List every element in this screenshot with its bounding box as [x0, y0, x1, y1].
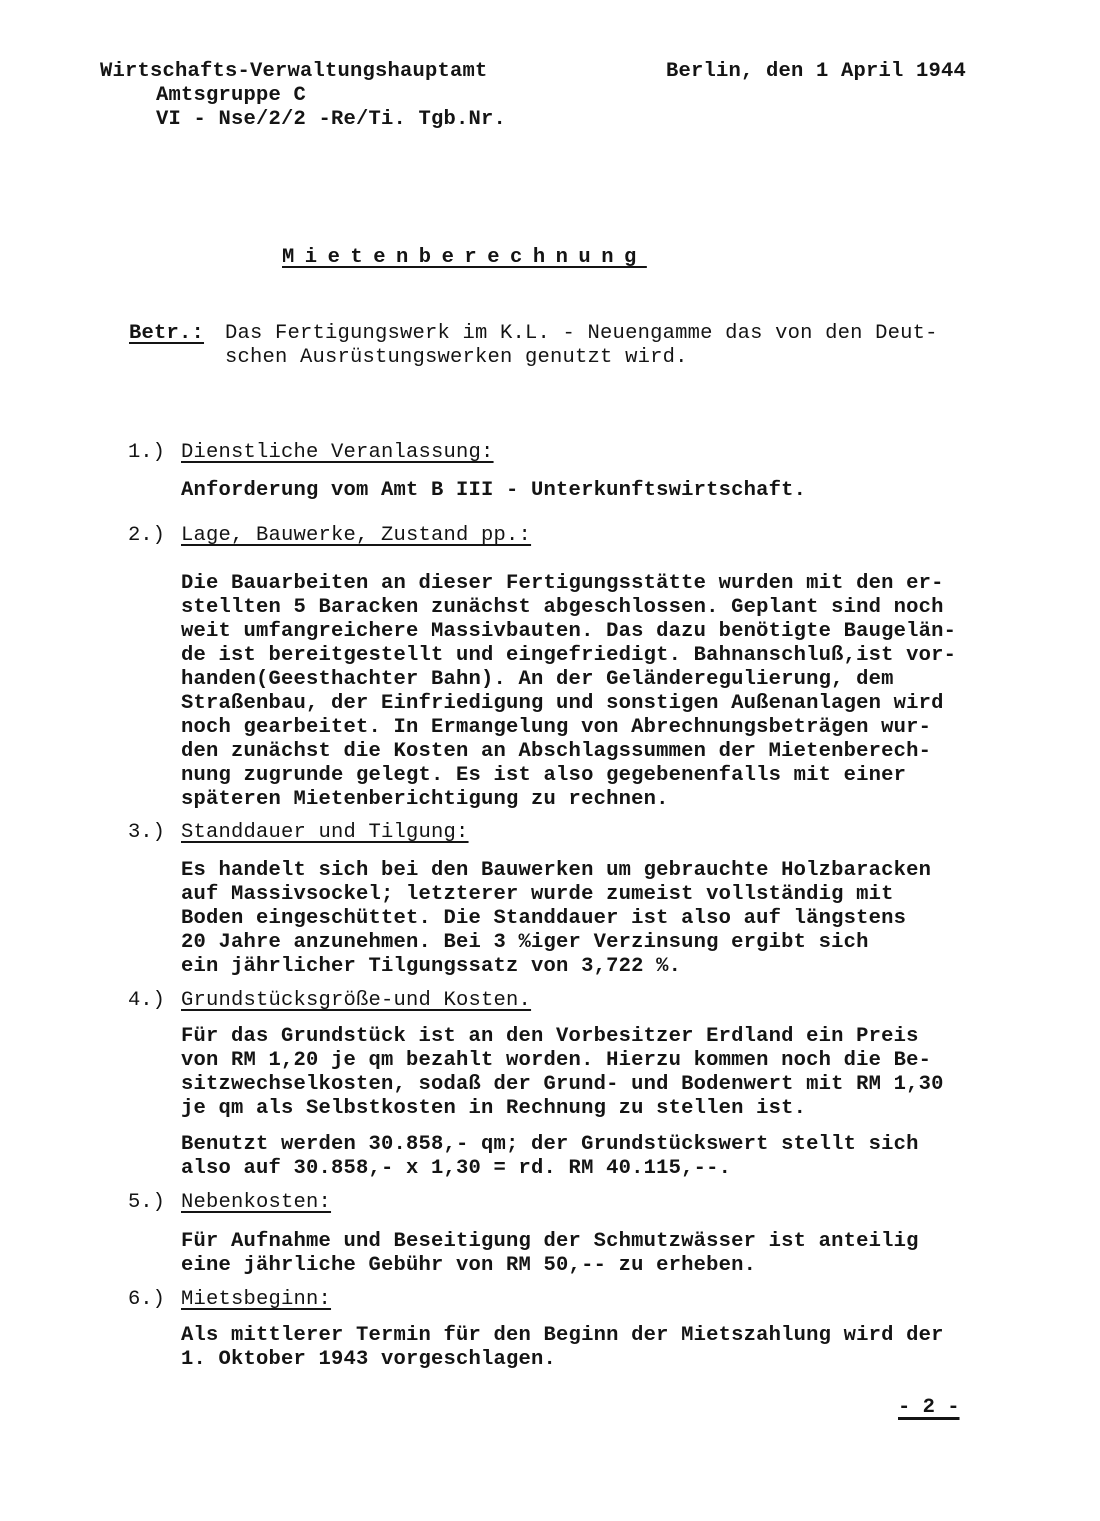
section-text-line: sitzwechselkosten, sodaß der Grund- und Bodenwert mit RM 1,30 — [181, 1073, 944, 1096]
section-number: 5.) — [128, 1191, 165, 1214]
section-text-line: eine jährliche Gebühr von RM 50,-- zu erheben. — [181, 1254, 757, 1277]
section-text-line: handen(Geesthachter Bahn). An der Geländeregulierung, dem — [181, 668, 894, 691]
section-text-line: weit umfangreichere Massivbauten. Das dazu benötigte Baugelän- — [181, 620, 957, 643]
section-text-line: Es handelt sich bei den Bauwerken um gebrauchte Holzbaracken — [181, 859, 932, 882]
section-text-line: 1. Oktober 1943 vorgeschlagen. — [181, 1348, 557, 1371]
section-heading: Nebenkosten: — [181, 1191, 332, 1214]
section-text-line: Für das Grundstück ist an den Vorbesitzer Erdland ein Preis — [181, 1025, 919, 1048]
section-text-line: auf Massivsockel; letzterer wurde zumeist vollständig mit — [181, 883, 894, 906]
section-text-line: von RM 1,20 je qm bezahlt worden. Hierzu kommen noch die Be- — [181, 1049, 932, 1072]
section-text-line: noch gearbeitet. In Ermangelung von Abrechnungsbeträgen wur- — [181, 716, 932, 739]
section-text-line: den zunächst die Kosten an Abschlagssummen der Mietenberech- — [181, 740, 932, 763]
section-text-line: also auf 30.858,- x 1,30 = rd. RM 40.115,--. — [181, 1157, 732, 1180]
section-text-line: 20 Jahre anzunehmen. Bei 3 %iger Verzinsung ergibt sich — [181, 931, 869, 954]
section-heading: Standdauer und Tilgung: — [181, 821, 469, 844]
section-text-line: Anforderung vom Amt B III - Unterkunftswirtschaft. — [181, 479, 807, 502]
section-number: 4.) — [128, 989, 165, 1012]
section-text-line: Boden eingeschüttet. Die Standdauer ist also auf längstens — [181, 907, 907, 930]
subject-line: schen Ausrüstungswerken genutzt wird. — [225, 346, 688, 369]
section-text-line: Benutzt werden 30.858,- qm; der Grundstückswert stellt sich — [181, 1133, 919, 1156]
place-date: Berlin, den 1 April 1944 — [666, 60, 967, 83]
office-name: Wirtschafts-Verwaltungshauptamt — [100, 60, 488, 83]
section-text-line: de ist bereitgestellt und eingefriedigt. Bahnanschluß,ist vor- — [181, 644, 957, 667]
page-number: - 2 - — [898, 1396, 960, 1419]
section-text-line: ein jährlicher Tilgungssatz von 3,722 %. — [181, 955, 682, 978]
section-text-line: Straßenbau, der Einfriedigung und sonstigen Außenanlagen wird — [181, 692, 944, 715]
section-text-line: späteren Mietenberichtigung zu rechnen. — [181, 788, 669, 811]
subject-line: Das Fertigungswerk im K.L. - Neuengamme das von den Deut- — [225, 322, 938, 345]
section-number: 6.) — [128, 1288, 165, 1311]
section-text-line: nung zugrunde gelegt. Es ist also gegebenenfalls mit einer — [181, 764, 907, 787]
section-heading: Lage, Bauwerke, Zustand pp.: — [181, 524, 532, 547]
section-number: 3.) — [128, 821, 165, 844]
document-title: Mietenberechnung — [282, 246, 647, 269]
section-heading: Dienstliche Veranlassung: — [181, 441, 494, 464]
section-heading: Grundstücksgröße-und Kosten. — [181, 989, 532, 1012]
reference-number: VI - Nse/2/2 -Re/Ti. Tgb.Nr. — [156, 108, 507, 131]
section-text-line: Für Aufnahme und Beseitigung der Schmutzwässer ist anteilig — [181, 1230, 919, 1253]
section-text-line: je qm als Selbstkosten in Rechnung zu stellen ist. — [181, 1097, 807, 1120]
subject-label: Betr.: — [129, 322, 205, 345]
section-text-line: stellten 5 Baracken zunächst abgeschlossen. Geplant sind noch — [181, 596, 944, 619]
section-number: 1.) — [128, 441, 165, 464]
section-text-line: Als mittlerer Termin für den Beginn der Mietszahlung wird der — [181, 1324, 944, 1347]
section-text-line: Die Bauarbeiten an dieser Fertigungsstätte wurden mit den er- — [181, 572, 944, 595]
office-group: Amtsgruppe C — [156, 84, 307, 107]
section-number: 2.) — [128, 524, 165, 547]
section-heading: Mietsbeginn: — [181, 1288, 332, 1311]
